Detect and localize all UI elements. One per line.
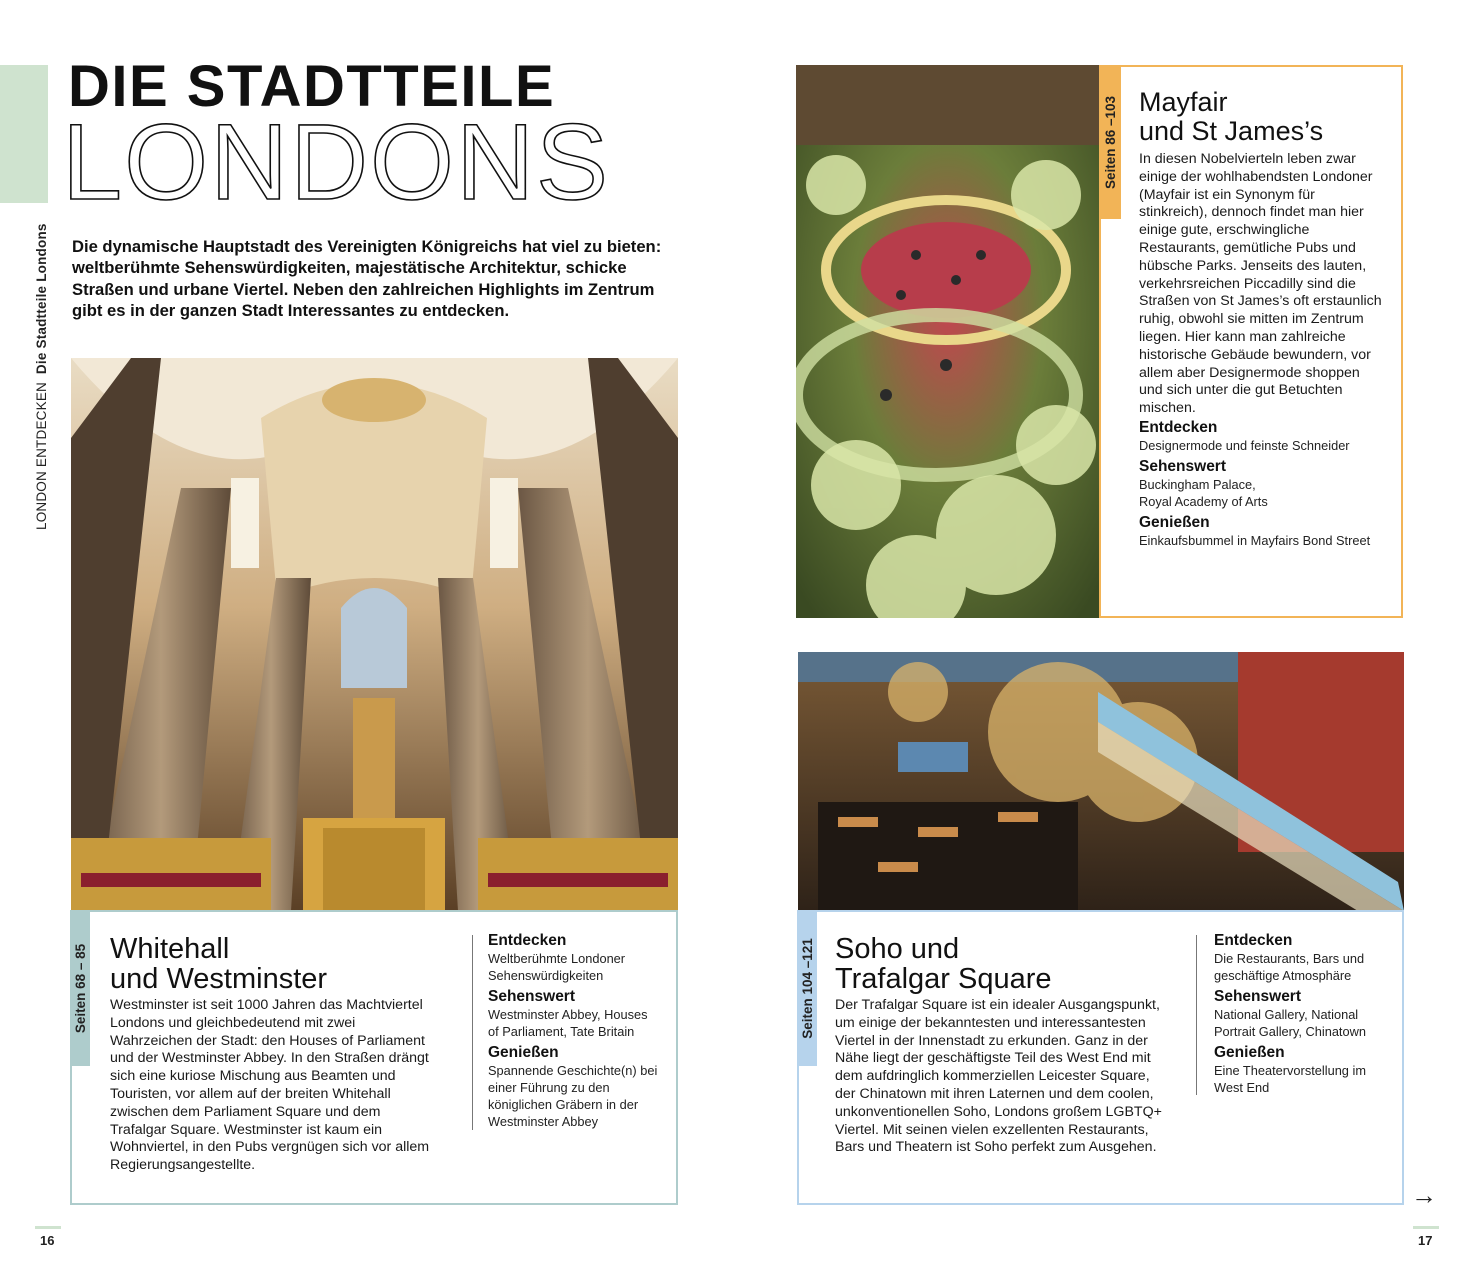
geniessen-text: Eine Theatervorstellung im West End [1214, 1063, 1366, 1095]
entdecken-label: Entdecken [1214, 932, 1293, 949]
page-reference-whitehall: Seiten 68 – 85 [73, 943, 88, 1034]
page-reference-mayfair: Seiten 86 –103 [1103, 95, 1119, 190]
sehenswert-text: Buckingham Palace, Royal Academy of Arts [1139, 477, 1268, 509]
district-title-whitehall [110, 934, 327, 994]
divider-whitehall [472, 935, 473, 1130]
district-title-line1: Mayfair [1139, 87, 1228, 117]
entdecken-label: Entdecken [1139, 419, 1218, 436]
sehenswert-label: Sehenswert [1214, 988, 1302, 1005]
geniessen-text: Spannende Geschichte(n) bei einer Führung zu den königlichen Gräbern in der Westminster Abbey [488, 1063, 658, 1129]
entdecken-text: Designermode und feinste Schneider [1139, 438, 1350, 453]
running-head [34, 223, 49, 530]
info-panel-mayfair [1139, 419, 1389, 553]
divider-soho [1196, 935, 1197, 1095]
page-number-marker-left [35, 1226, 61, 1229]
info-panel-whitehall [488, 932, 658, 1134]
geniessen-label: Genießen [1214, 1044, 1285, 1061]
district-title-line2: und Westminster [110, 963, 328, 995]
page-reference-tab-whitehall [71, 911, 90, 1066]
page-reference-tab-mayfair [1100, 66, 1121, 219]
entdecken-text: Die Restaurants, Bars und geschäftige Atmosphäre [1214, 951, 1365, 983]
geniessen-label: Genießen [488, 1044, 559, 1061]
page-reference-tab-soho [798, 911, 817, 1066]
page-number-right: 17 [1418, 1233, 1433, 1248]
district-description-mayfair: In diesen Nobelvierteln leben zwar einige der wohlhabendsten Londoner (Mayfair ist ein Synonym für stinkreich), dennoch findet man hier einige gute, erschwingliche Restaurants, gemütliche Pubs und hübsche Parks. Jenseits des lauten, verkehrsreichen Piccadilly sind die Straßen von St James’s oft erstaunlich ruhig, obwohl sie mitten im Zentrum liegen. Hier kann man zahlreiche historische Gebäude bewundern, vor allem aber Designermode shoppen und sich unter die gut Betuchten mischen. [1139, 151, 1382, 417]
district-description-whitehall: Westminster ist seit 1000 Jahren das Machtviertel Londons und gleichbedeutend mit zwei Wahrzeichen der Stadt: den Houses of Parliament und der Westminster Abbey. In den Straßen drängt sich eine kuriose Mischung aus Beamten und Touristen, vor allem auf der breiten Whitehall zwischen dem Parliament Square und dem Trafalgar Square. Westminster ist kaum ein Wohnviertel, in den Pubs vergnügen sich vor allem Regierungsangestellte. [110, 997, 430, 1174]
sehenswert-label: Sehenswert [488, 988, 576, 1005]
side-color-tab [0, 65, 48, 203]
entdecken-label: Entdecken [488, 932, 567, 949]
entdecken-text: Weltberühmte Londoner Sehenswürdigkeiten [488, 951, 626, 983]
intro-paragraph: Die dynamische Hauptstadt des Vereinigten Königreichs hat viel zu bieten: weltberühmte Sehenswürdigkeiten, majestätische Architektur, schicke Straßen und urbane Viertel. Neben den zahlreichen Highlights im Zentrum gibt es in der ganzen Stadt Interessantes zu entdecken. [72, 237, 662, 320]
page-number-left: 16 [40, 1233, 55, 1248]
district-title-mayfair [1139, 88, 1323, 146]
page-reference-soho: Seiten 104 –121 [800, 938, 816, 1039]
district-title-soho [835, 934, 1052, 994]
info-panel-soho [1214, 932, 1379, 1100]
page-number-marker-right [1413, 1226, 1439, 1229]
district-title-line1: Soho und [835, 933, 960, 965]
district-title-line2: Trafalgar Square [835, 963, 1052, 995]
page-title-line1: DIE STADTTEILE [68, 54, 556, 119]
covent-garden-market-photo [798, 652, 1404, 911]
westminster-abbey-photo [71, 358, 678, 911]
running-head-section: LONDON ENTDECKEN [34, 382, 49, 530]
next-page-arrow-icon[interactable]: → [1411, 1180, 1437, 1210]
district-title-line2: und St James’s [1139, 116, 1324, 146]
sehenswert-text: Westminster Abbey, Houses of Parliament, Tate Britain [488, 1007, 648, 1039]
running-head-chapter: Die Stadtteile Londons [34, 223, 49, 375]
sehenswert-label: Sehenswert [1139, 458, 1227, 475]
geniessen-label: Genießen [1139, 514, 1210, 531]
district-title-line1: Whitehall [110, 933, 230, 965]
district-description-soho: Der Trafalgar Square ist ein idealer Ausgangspunkt, um einige der bekanntesten und interessantesten Viertel in der Innenstadt zu erkunden. Ganz in der Nähe liegt der geschäftigste Teil des West End mit dem aufdringlich kommerziellen Leicester Square, der Chinatown mit ihren Laternen und dem coolen, unkonventionellen Soho, Londons großem LGBTQ+ Viertel. Mit seinen vielen exzellenten Restaurants, Bars und Theatern ist Soho perfekt zum Ausgehen. [835, 997, 1162, 1156]
page-title-line2: LONDONS [62, 101, 611, 222]
mayfair-store-photo [796, 65, 1100, 618]
geniessen-text: Einkaufsbummel in Mayfairs Bond Street [1139, 533, 1371, 548]
sehenswert-text: National Gallery, National Portrait Gallery, Chinatown [1214, 1007, 1366, 1039]
